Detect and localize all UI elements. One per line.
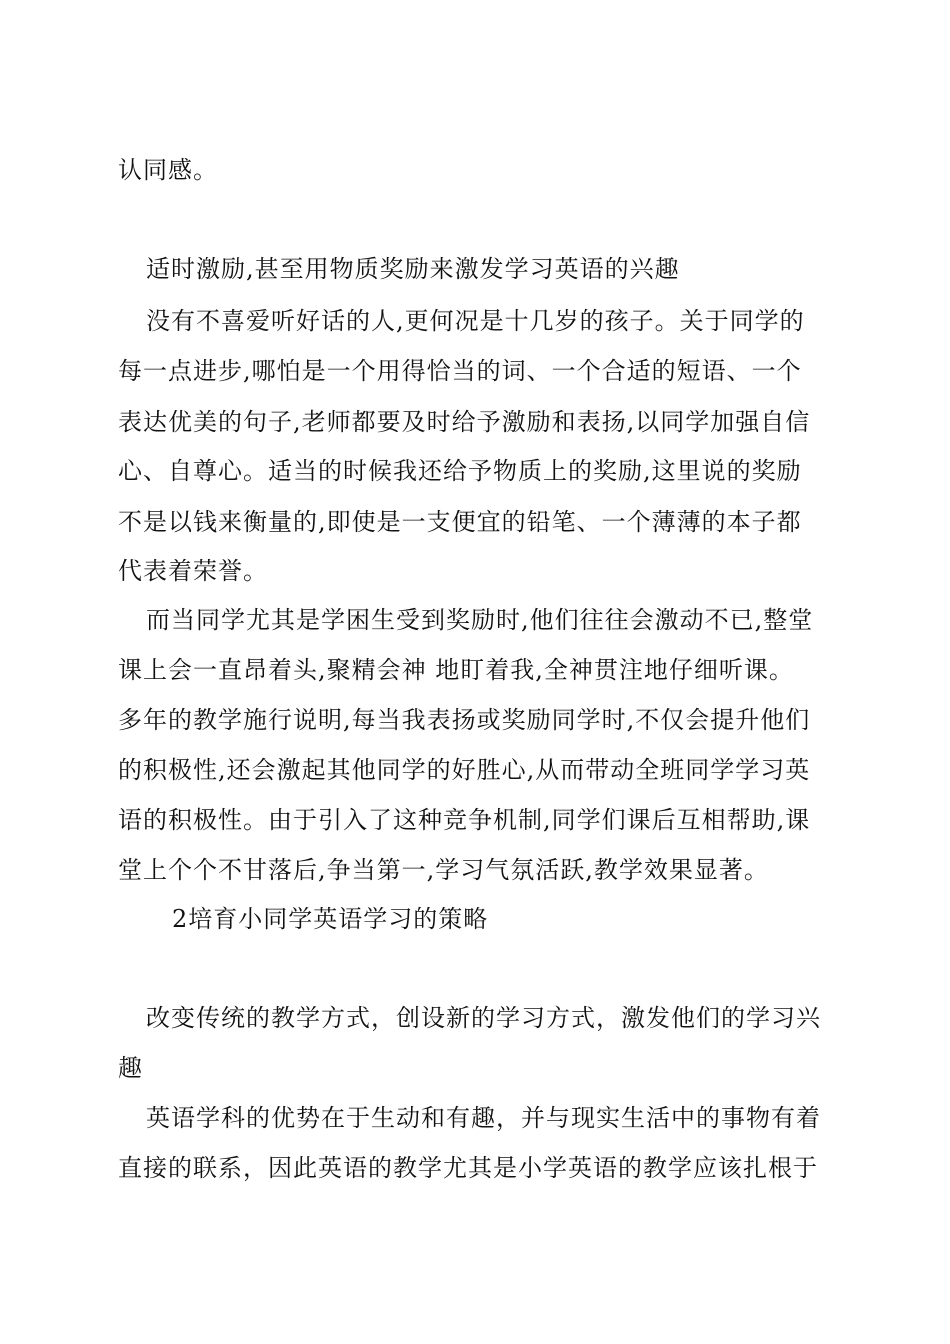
paragraph-line: 堂上个个不甘落后,争当第一,学习气氛活跃,教学效果显著。	[118, 856, 769, 884]
paragraph-line: 心、自尊心。适当的时候我还给予物质上的奖励,这里说的奖励	[118, 457, 802, 485]
paragraph-line: 不是以钱来衡量的,即使是一支便宜的铅笔、一个薄薄的本子都	[118, 508, 802, 536]
section-heading: 趣	[118, 1054, 143, 1082]
section-heading: 改变传统的教学方式，创设新的学习方式，激发他们的学习兴	[146, 1004, 821, 1032]
paragraph-line: 语的积极性。由于引入了这种竞争机制,同学们课后互相帮助,课	[118, 806, 811, 834]
paragraph-line: 直接的联系，因此英语的教学尤其是小学英语的教学应该扎根于	[118, 1154, 818, 1182]
paragraph-line: 课上会一直昂着头,聚精会神 地盯着我,全神贯注地仔细听课。	[118, 656, 794, 684]
paragraph-line: 英语学科的优势在于生动和有趣，并与现实生活中的事物有着	[146, 1104, 821, 1132]
paragraph-line: 没有不喜爱听好话的人,更何况是十几岁的孩子。关于同学的	[146, 307, 805, 335]
paragraph-line: 多年的教学施行说明,每当我表扬或奖励同学时,不仅会提升他们	[118, 706, 811, 734]
paragraph-line: 认同感。	[118, 156, 218, 184]
section-heading: 适时激励,甚至用物质奖励来激发学习英语的兴趣	[146, 255, 680, 283]
paragraph-line: 的积极性,还会激起其他同学的好胜心,从而带动全班同学学习英	[118, 756, 811, 784]
paragraph-line: 而当同学尤其是学困生受到奖励时,他们往往会激动不已,整堂	[146, 606, 814, 634]
paragraph-line: 每一点进步,哪怕是一个用得恰当的词、一个合适的短语、一个	[118, 357, 802, 385]
paragraph-line: 代表着荣誉。	[118, 557, 268, 585]
section-heading: 2培育小同学英语学习的策略	[172, 905, 489, 933]
paragraph-line: 表达优美的句子,老师都要及时给予激励和表扬,以同学加强自信	[118, 408, 811, 436]
